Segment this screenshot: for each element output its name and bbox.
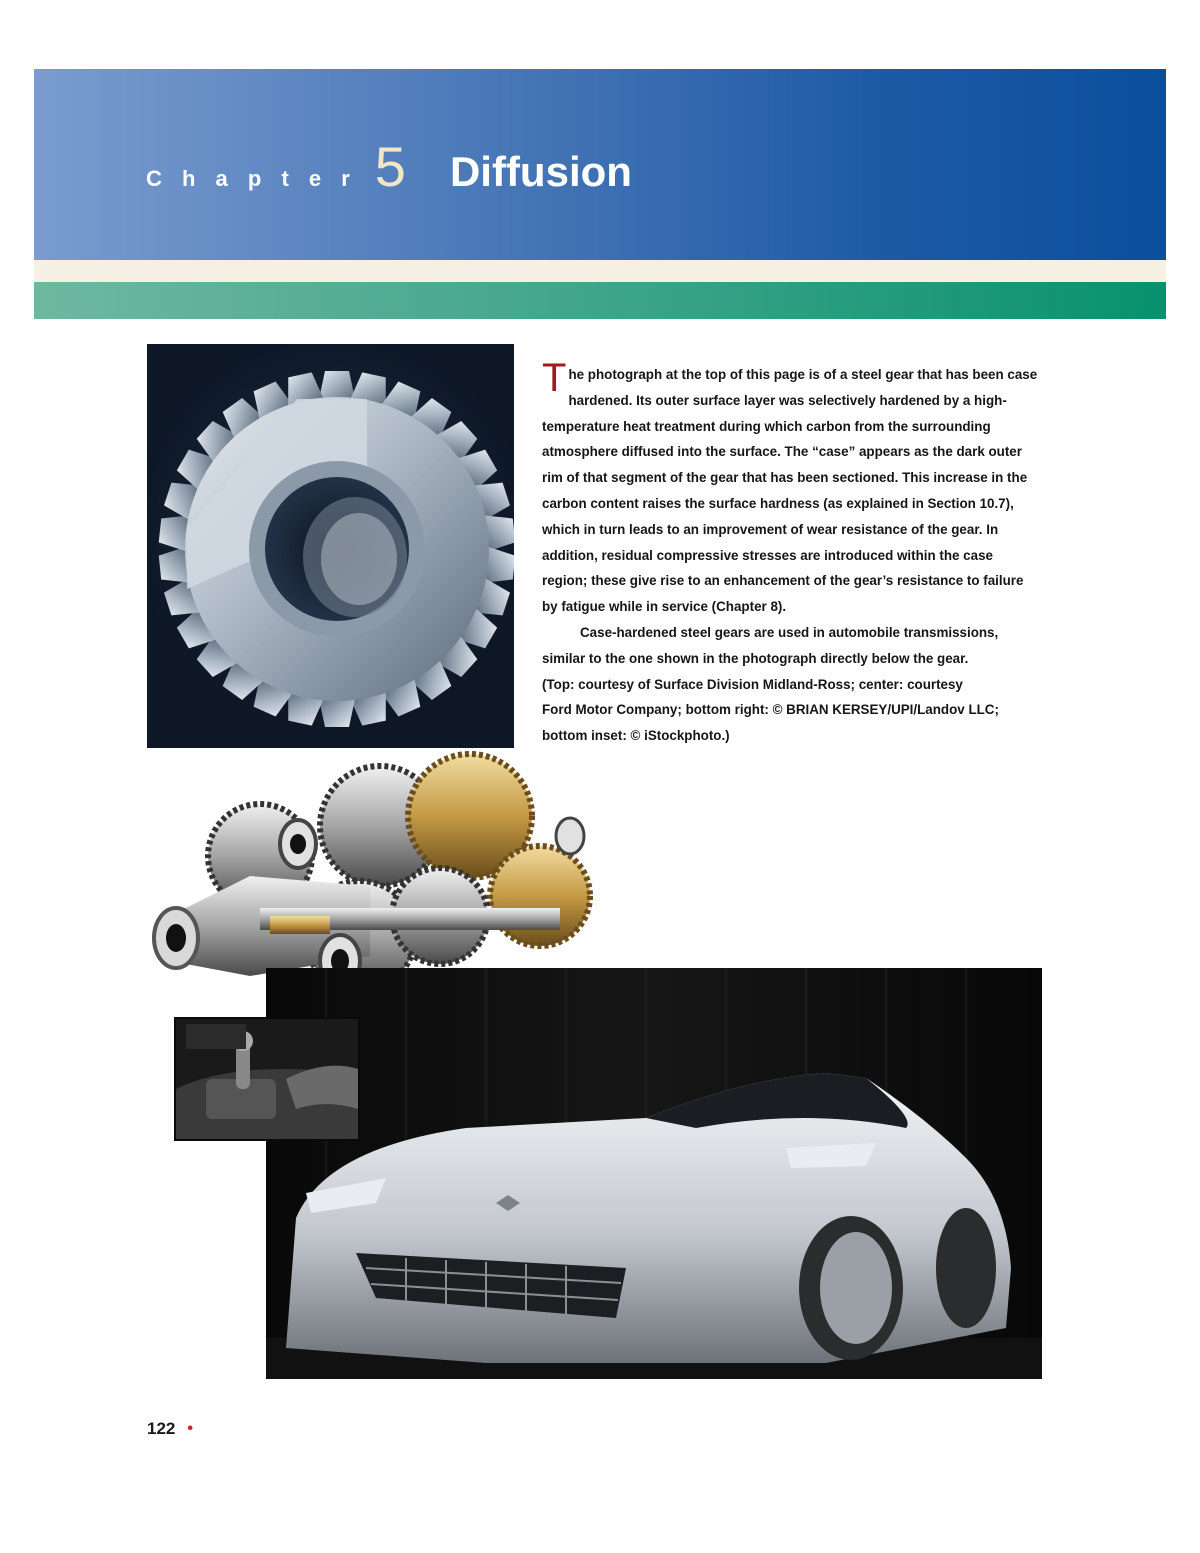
chapter-number: 5 [374,135,406,198]
chapter-heading [146,135,632,199]
case-hardened-gear-photo [147,344,514,748]
chapter-banner [34,69,1166,260]
divider-strip [34,260,1166,282]
drop-cap: T [542,356,567,400]
accent-band [34,282,1166,319]
intro-paragraph-1 [542,356,1040,620]
page-bullet: • [187,1420,193,1437]
photo-credits-line-1: (Top: courtesy of Surface Division Midland-Ross; center: courtesy [542,676,963,692]
gear-shifter-inset-photo [174,1017,360,1141]
gear-illustration [147,344,514,748]
page-number-text: 122 [147,1419,176,1438]
sports-car-photo [266,968,1042,1379]
intro-text-block [542,356,1040,749]
car-illustration [266,968,1042,1379]
page-number [147,1419,193,1439]
intro-paragraph-1-text: he photograph at the top of this page is of a steel gear that has been case hardened. Its outer surface layer was selectively hardened by a high-temperature heat treatment during which carbon from the surrounding atmosphere diffused into the surface. The “case” appears as the dark outer rim of that segment of the gear that has been sectioned. This increase in the carbon content raises the surface hardness (as explained in Section 10.7), which in turn leads to an improvement of wear resistance of the gear. In addition, residual compressive stresses are introduced within the case region; these give rise to an enhancement of the gear’s resistance to failure by fatigue while in service (Chapter 8). [542,367,1038,615]
chapter-title: Diffusion [449,148,632,195]
chapter-word: C h a p t e r [146,166,357,191]
shifter-illustration [176,1019,358,1139]
photo-credits-rest: Ford Motor Company; bottom right: © BRIAN KERSEY/UPI/Landov LLC; bottom inset: © iStockphoto.) [542,702,999,744]
intro-paragraph-2: Case-hardened steel gears are used in automobile transmissions, similar to the one shown in the photograph directly below the gear. [542,624,999,666]
